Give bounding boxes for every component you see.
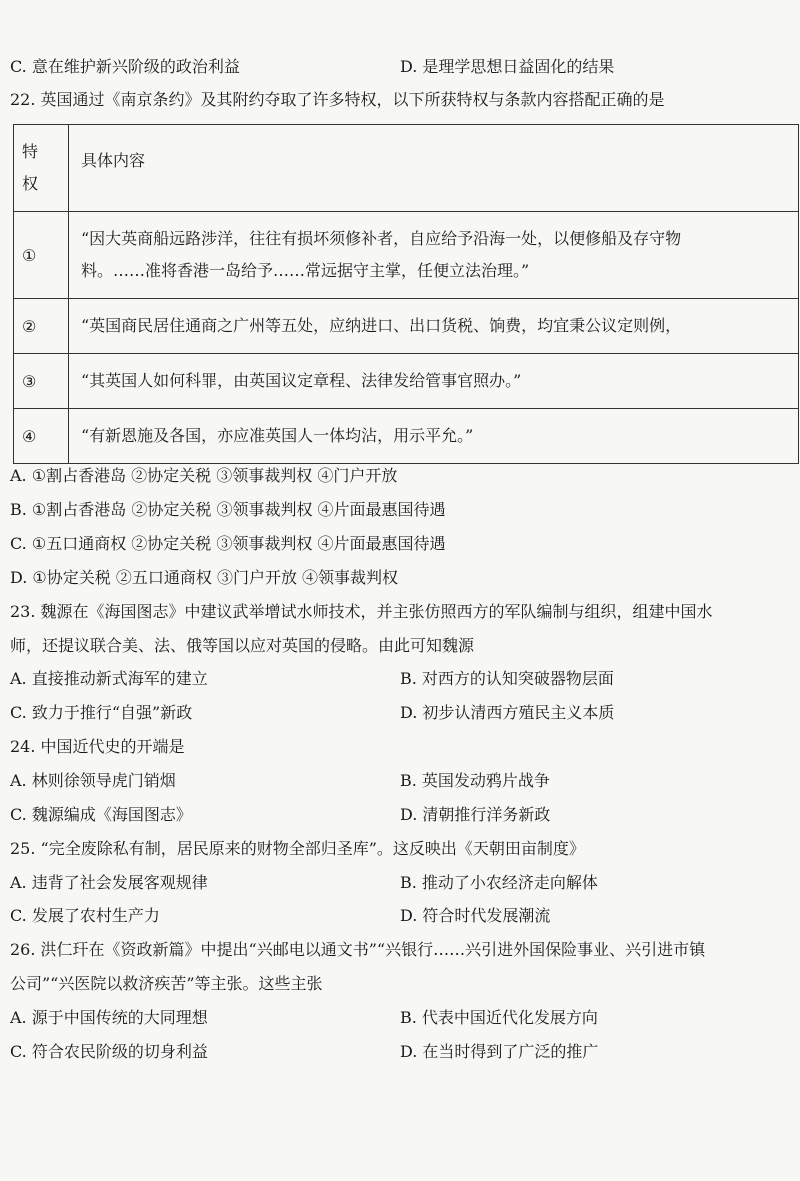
row-content: “英国商民居住通商之广州等五处，应纳进口、出口货税、饷费，均宜秉公议定则例， [69,299,799,354]
row-content: “有新恩施及各国，亦应准英国人一体均沾，用示平允。” [69,409,799,464]
q22-option-b: B. ①割占香港岛 ②协定关税 ③领事裁判权 ④片面最惠国待遇 [10,500,446,519]
table-row [14,409,799,464]
q24-option-a: A. 林则徐领导虎门销烟 [10,771,176,790]
q25-option-d: D. 符合时代发展潮流 [400,906,551,925]
row-content: “其英国人如何科罪，由英国议定章程、法律发给管事官照办。” [69,354,799,409]
q22-option-d: D. ①协定关税 ②五口通商权 ③门户开放 ④领事裁判权 [10,568,399,587]
table-row [14,212,799,299]
q26-option-d: D. 在当时得到了广泛的推广 [400,1042,599,1061]
row-key: ④ [14,409,69,464]
q23-option-c: C. 致力于推行“自强”新政 [10,703,193,722]
q24-option-c: C. 魏源编成《海国图志》 [10,805,192,824]
q22-stem: 22. 英国通过《南京条约》及其附约夺取了许多特权，以下所获特权与条款内容搭配正确的是 [10,90,665,109]
header-key-cell [14,125,69,212]
q26-option-a: A. 源于中国传统的大同理想 [10,1008,208,1027]
q24-stem: 24. 中国近代史的开端是 [10,737,185,756]
row-key: ③ [14,354,69,409]
q22-table [13,124,799,464]
q22-option-a: A. ①割占香港岛 ②协定关税 ③领事裁判权 ④门户开放 [10,466,398,485]
q23-stem-line2: 师，还提议联合美、法、俄等国以应对英国的侵略。由此可知魏源 [10,636,475,655]
q26-stem-line2: 公司”“兴医院以救济疾苦”等主张。这些主张 [10,974,323,993]
header-key-line1: 特 [22,142,39,161]
prev-option-c: C. 意在维护新兴阶级的政治利益 [10,57,240,76]
q25-stem: 25. “完全废除私有制，居民原来的财物全部归圣库”。这反映出《天朝田亩制度》 [10,839,585,858]
q25-option-a: A. 违背了社会发展客观规律 [10,873,208,892]
row-content-line2: 料。……准将香港一岛给予……常远据守主掌，任便立法治理。” [81,261,530,280]
q24-option-b: B. 英国发动鸦片战争 [400,771,550,790]
q24-option-d: D. 清朝推行洋务新政 [400,805,551,824]
q23-stem-line1: 23. 魏源在《海国图志》中建议武举增试水师技术，并主张仿照西方的军队编制与组织，组建中国水 [10,602,713,621]
q26-option-c: C. 符合农民阶级的切身利益 [10,1042,208,1061]
q23-option-a: A. 直接推动新式海军的建立 [10,669,208,688]
q25-option-c: C. 发展了农村生产力 [10,906,160,925]
header-value-cell: 具体内容 [69,125,799,212]
q23-option-b: B. 对西方的认知突破器物层面 [400,669,614,688]
table-row [14,354,799,409]
q22-option-c: C. ①五口通商权 ②协定关税 ③领事裁判权 ④片面最惠国待遇 [10,534,446,553]
q25-option-b: B. 推动了小农经济走向解体 [400,873,598,892]
row-key: ① [14,212,69,299]
row-key: ② [14,299,69,354]
prev-option-d: D. 是理学思想日益固化的结果 [400,57,615,76]
q23-option-d: D. 初步认清西方殖民主义本质 [400,703,615,722]
table-row [14,299,799,354]
q26-option-b: B. 代表中国近代化发展方向 [400,1008,598,1027]
table-header-row [14,125,799,212]
header-key-line2: 权 [22,174,39,193]
row-content [69,212,799,299]
q26-stem-line1: 26. 洪仁玕在《资政新篇》中提出“兴邮电以通文书”“兴银行……兴引进外国保险事业、兴引进市镇 [10,940,706,959]
row-content-line1: “因大英商船远路涉洋，往往有损坏须修补者，自应给予沿海一处，以便修船及存守物 [81,229,682,248]
